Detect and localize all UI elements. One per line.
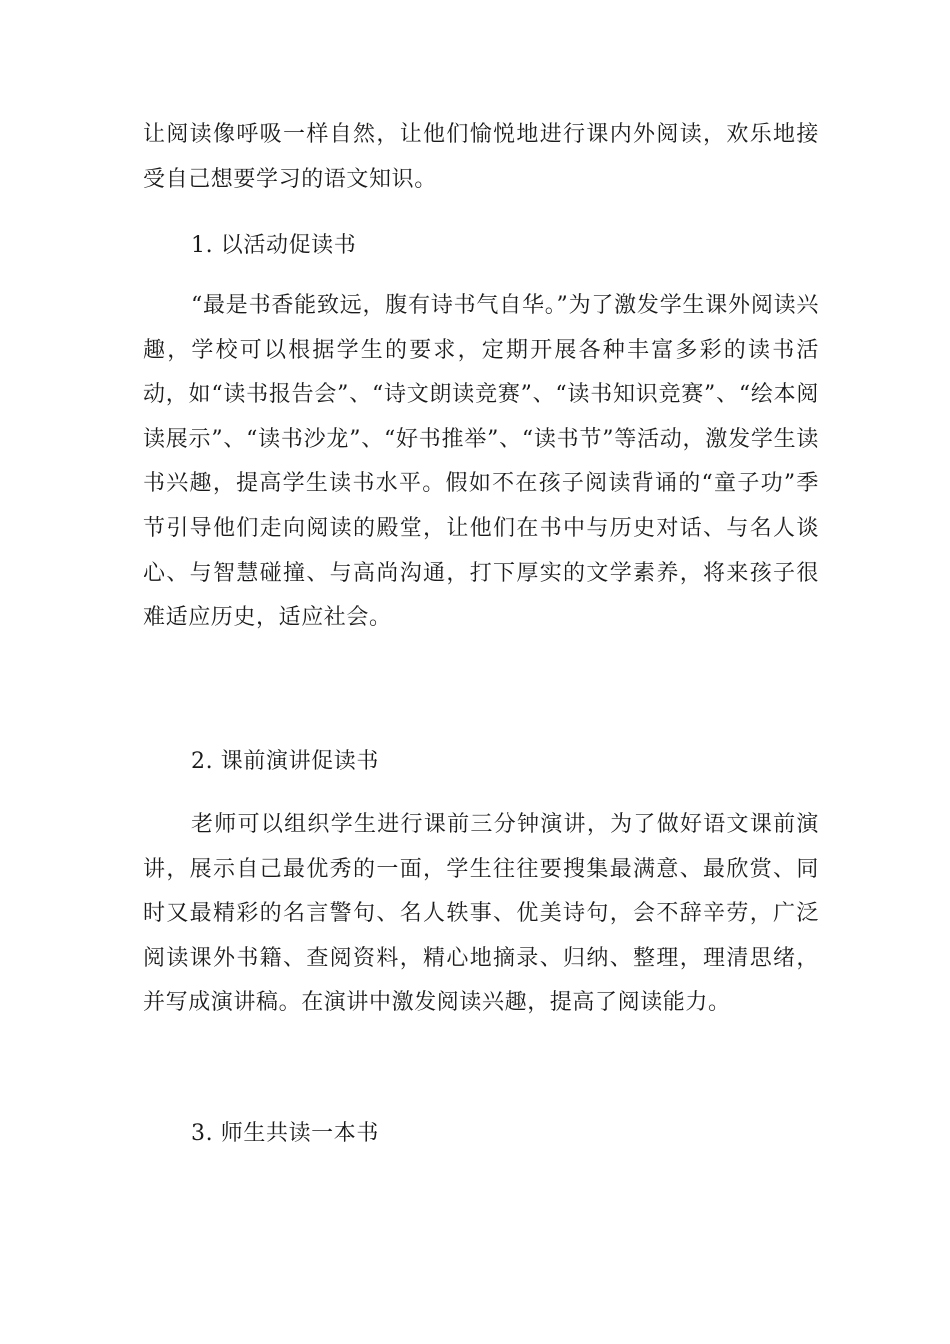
section-heading-1: 1. 以活动促读书 (191, 233, 357, 258)
section-heading-3: 3. 师生共读一本书 (191, 1121, 379, 1146)
section-heading-2: 2. 课前演讲促读书 (191, 749, 379, 774)
section-paragraph-2: 老师可以组织学生进行课前三分钟演讲，为了做好语文课前演讲，展示自己最优秀的一面，学生往往要搜集最满意、最欣赏、同时又最精彩的名言警句、名人轶事、优美诗句，会不辞辛劳，广泛阅读课外书籍、查阅资料，精心地摘录、归纳、整理，理清思绪，并写成演讲稿。在演讲中激发阅读兴趣，提高了阅读能力。 (143, 812, 819, 1016)
section-paragraph-1: “最是书香能致远，腹有诗书气自华。”为了激发学生课外阅读兴趣，学校可以根据学生的要求，定期开展各种丰富多彩的读书活动，如“读书报告会”、“诗文朗读竞赛”、“读书知识竞赛”、“绘本阅读展示”、“读书沙龙”、“好书推举”、“读书节”等活动，激发学生读书兴趣，提高学生读书水平。假如不在孩子阅读背诵的“童子功”季节引导他们走向阅读的殿堂，让他们在书中与历史对话、与名人谈心、与智慧碰撞、与高尚沟通，打下厚实的文学素养，将来孩子很难适应历史，适应社会。 (143, 293, 819, 631)
continuation-paragraph: 让阅读像呼吸一样自然，让他们愉悦地进行课内外阅读，欢乐地接受自己想要学习的语文知识。 (143, 122, 819, 192)
